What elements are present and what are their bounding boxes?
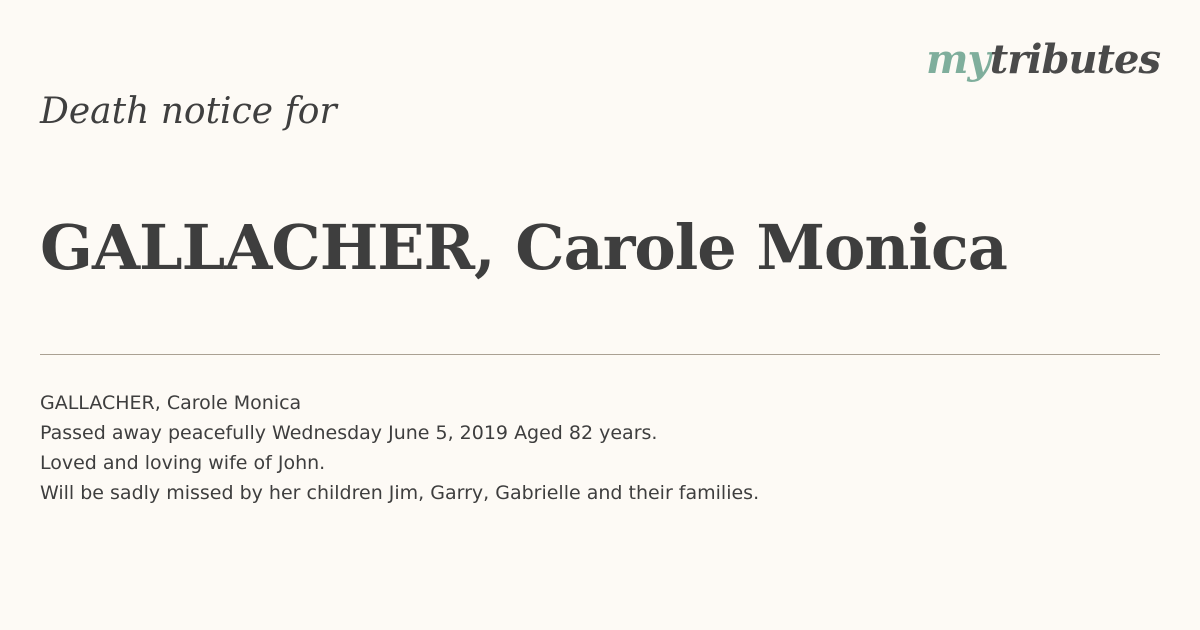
logo-tributes-text: tributes xyxy=(989,36,1160,83)
notice-label: Death notice for xyxy=(40,91,337,132)
notice-line-passing: Passed away peacefully Wednesday June 5, 2019 Aged 82 years. xyxy=(40,422,658,444)
mytributes-logo[interactable] xyxy=(926,36,1160,84)
notice-body xyxy=(40,388,1160,508)
deceased-name: GALLACHER, Carole Monica xyxy=(40,211,1007,284)
logo-my-text: my xyxy=(926,36,990,83)
notice-line-spouse: Loved and loving wife of John. xyxy=(40,452,326,474)
divider xyxy=(40,354,1160,355)
notice-line-family: Will be sadly missed by her children Jim, Garry, Gabrielle and their families. xyxy=(40,482,760,504)
notice-line-name: GALLACHER, Carole Monica xyxy=(40,392,302,414)
